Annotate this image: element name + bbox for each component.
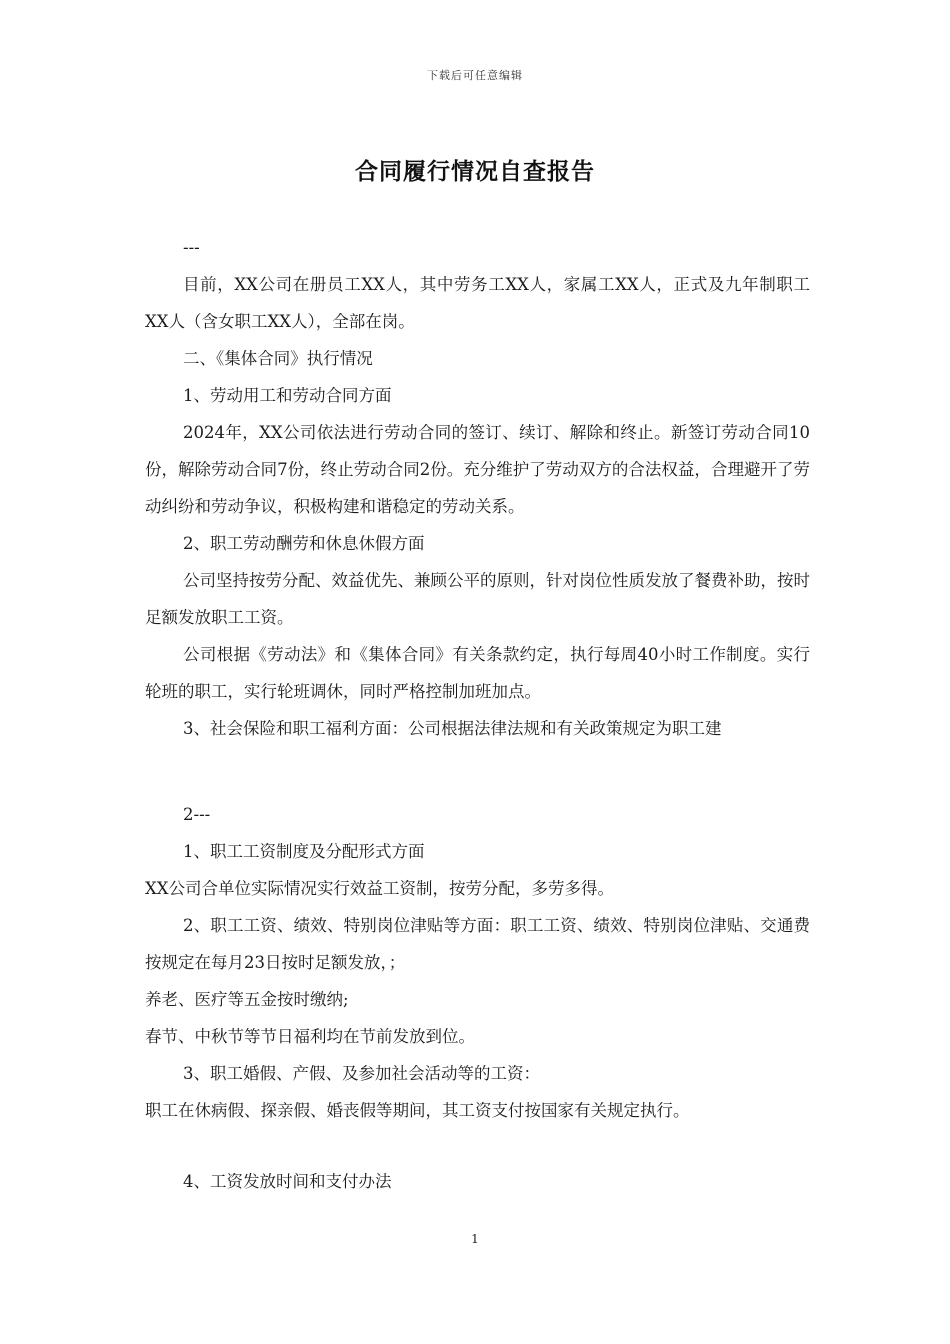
paragraph: 养老、医疗等五金按时缴纳; (145, 990, 349, 1009)
paragraph: 职工在休病假、探亲假、婚丧假等期间，其工资支付按国家有关规定执行。 (145, 1101, 690, 1120)
document-title: 合同履行情况自查报告 (355, 158, 595, 185)
paragraph: 2、职工工资、绩效、特别岗位津贴等方面：职工工资、绩效、特别岗位津贴、交通费按规定在每月23日按时足额发放，； (145, 916, 810, 972)
page-number: 1 (471, 1232, 479, 1246)
section-divider: 2--- (183, 805, 211, 824)
paragraph: 春节、中秋节等节日福利均在节前发放到位。 (145, 1027, 475, 1046)
paragraph: XX公司合单位实际情况实行效益工资制，按劳分配，多劳多得。 (145, 879, 614, 898)
paragraph: 3、社会保险和职工福利方面：公司根据法律法规和有关政策规定为职工建 (183, 719, 722, 738)
subsection-heading: 3、职工婚假、产假、及参加社会活动等的工资： (183, 1064, 540, 1083)
section-divider: --- (183, 238, 200, 257)
subsection-heading: 4、工资发放时间和支付办法 (183, 1172, 392, 1191)
section-2 (145, 796, 810, 1129)
paragraph: 2024年，XX公司依法进行劳动合同的签订、续订、解除和终止。新签订劳动合同10份，解除劳动合同7份，终止劳动合同2份。充分维护了劳动双方的合法权益，合理避开了劳动纠纷和劳动争议，积极构建和谐稳定的劳动关系。 (145, 423, 810, 516)
paragraph: 公司坚持按劳分配、效益优先、兼顾公平的原则，针对岗位性质发放了餐费补助，按时足额发放职工工资。 (145, 571, 810, 627)
paragraph: 目前，XX公司在册员工XX人，其中劳务工XX人，家属工XX人，正式及九年制职工XX人（含女职工XX人），全部在岗。 (145, 275, 810, 331)
subsection-heading: 2、职工劳动酬劳和休息休假方面 (183, 534, 425, 553)
subsection-heading: 1、职工工资制度及分配形式方面 (183, 842, 425, 861)
header-note: 下载后可任意编辑 (427, 69, 523, 82)
paragraph: 公司根据《劳动法》和《集体合同》有关条款约定，执行每周40小时工作制度。实行轮班的职工，实行轮班调休，同时严格控制加班加点。 (145, 645, 810, 701)
section-3 (145, 1163, 810, 1200)
subsection-heading: 1、劳动用工和劳动合同方面 (183, 386, 392, 405)
section-heading: 二、《集体合同》执行情况 (183, 349, 373, 368)
section-1 (145, 229, 810, 747)
